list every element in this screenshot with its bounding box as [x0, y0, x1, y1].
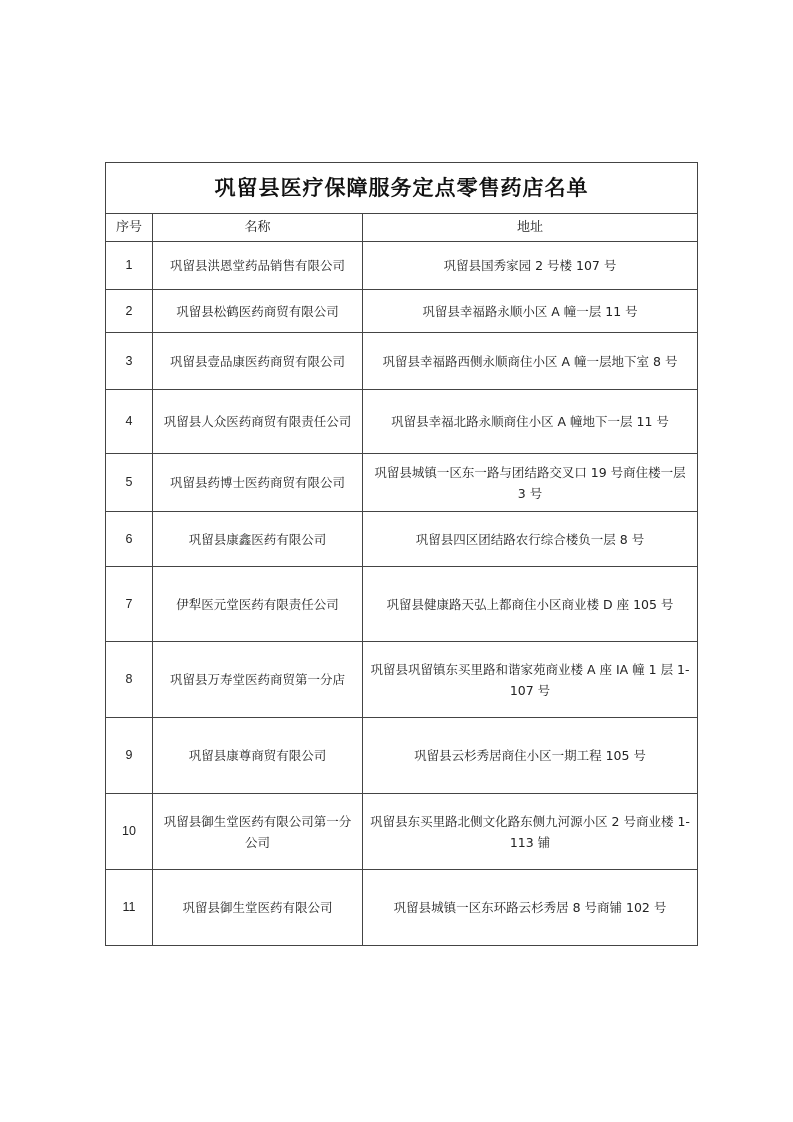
pharmacy-address: 巩留县健康路天弘上都商住小区商业楼 D 座 105 号	[363, 567, 698, 642]
pharmacy-address: 巩留县东买里路北侧文化路东侧九河源小区 2 号商业楼 1-113 铺	[363, 794, 698, 870]
pharmacy-address: 巩留县巩留镇东买里路和谐家苑商业楼 A 座 IA 幢 1 层 1-107 号	[363, 642, 698, 718]
row-index: 11	[106, 870, 153, 946]
row-index: 10	[106, 794, 153, 870]
table-row	[106, 718, 698, 794]
table-row	[106, 567, 698, 642]
table-row	[106, 870, 698, 946]
row-index: 8	[106, 642, 153, 718]
row-index: 5	[106, 454, 153, 512]
header-row	[106, 214, 698, 242]
row-index: 4	[106, 390, 153, 454]
header-index: 序号	[106, 214, 153, 242]
pharmacy-name: 巩留县壹品康医药商贸有限公司	[153, 333, 363, 390]
table-row	[106, 794, 698, 870]
row-index: 7	[106, 567, 153, 642]
table-row	[106, 642, 698, 718]
pharmacy-list-table	[105, 162, 698, 946]
pharmacy-name: 巩留县药博士医药商贸有限公司	[153, 454, 363, 512]
pharmacy-name: 巩留县万寿堂医药商贸第一分店	[153, 642, 363, 718]
header-address: 地址	[363, 214, 698, 242]
table-row	[106, 512, 698, 567]
table-row	[106, 454, 698, 512]
pharmacy-address: 巩留县幸福路永顺小区 A 幢一层 11 号	[363, 290, 698, 333]
pharmacy-name: 巩留县御生堂医药有限公司第一分公司	[153, 794, 363, 870]
row-index: 2	[106, 290, 153, 333]
pharmacy-address: 巩留县城镇一区东一路与团结路交叉口 19 号商住楼一层 3 号	[363, 454, 698, 512]
pharmacy-address: 巩留县城镇一区东环路云杉秀居 8 号商铺 102 号	[363, 870, 698, 946]
pharmacy-name: 巩留县洪恩堂药品销售有限公司	[153, 242, 363, 290]
pharmacy-name: 巩留县御生堂医药有限公司	[153, 870, 363, 946]
header-name: 名称	[153, 214, 363, 242]
pharmacy-address: 巩留县幸福路西侧永顺商住小区 A 幢一层地下室 8 号	[363, 333, 698, 390]
pharmacy-name: 巩留县康尊商贸有限公司	[153, 718, 363, 794]
pharmacy-address: 巩留县四区团结路农行综合楼负一层 8 号	[363, 512, 698, 567]
row-index: 9	[106, 718, 153, 794]
table-row	[106, 333, 698, 390]
table-row	[106, 242, 698, 290]
pharmacy-name: 巩留县人众医药商贸有限责任公司	[153, 390, 363, 454]
pharmacy-address: 巩留县云杉秀居商住小区一期工程 105 号	[363, 718, 698, 794]
pharmacy-name: 伊犁医元堂医药有限责任公司	[153, 567, 363, 642]
document-title: 巩留县医疗保障服务定点零售药店名单	[106, 163, 698, 214]
row-index: 6	[106, 512, 153, 567]
pharmacy-address: 巩留县国秀家园 2 号楼 107 号	[363, 242, 698, 290]
row-index: 1	[106, 242, 153, 290]
pharmacy-address: 巩留县幸福北路永顺商住小区 A 幢地下一层 11 号	[363, 390, 698, 454]
pharmacy-name: 巩留县康鑫医药有限公司	[153, 512, 363, 567]
title-row	[106, 163, 698, 214]
pharmacy-name: 巩留县松鹤医药商贸有限公司	[153, 290, 363, 333]
table-row	[106, 390, 698, 454]
table-row	[106, 290, 698, 333]
row-index: 3	[106, 333, 153, 390]
